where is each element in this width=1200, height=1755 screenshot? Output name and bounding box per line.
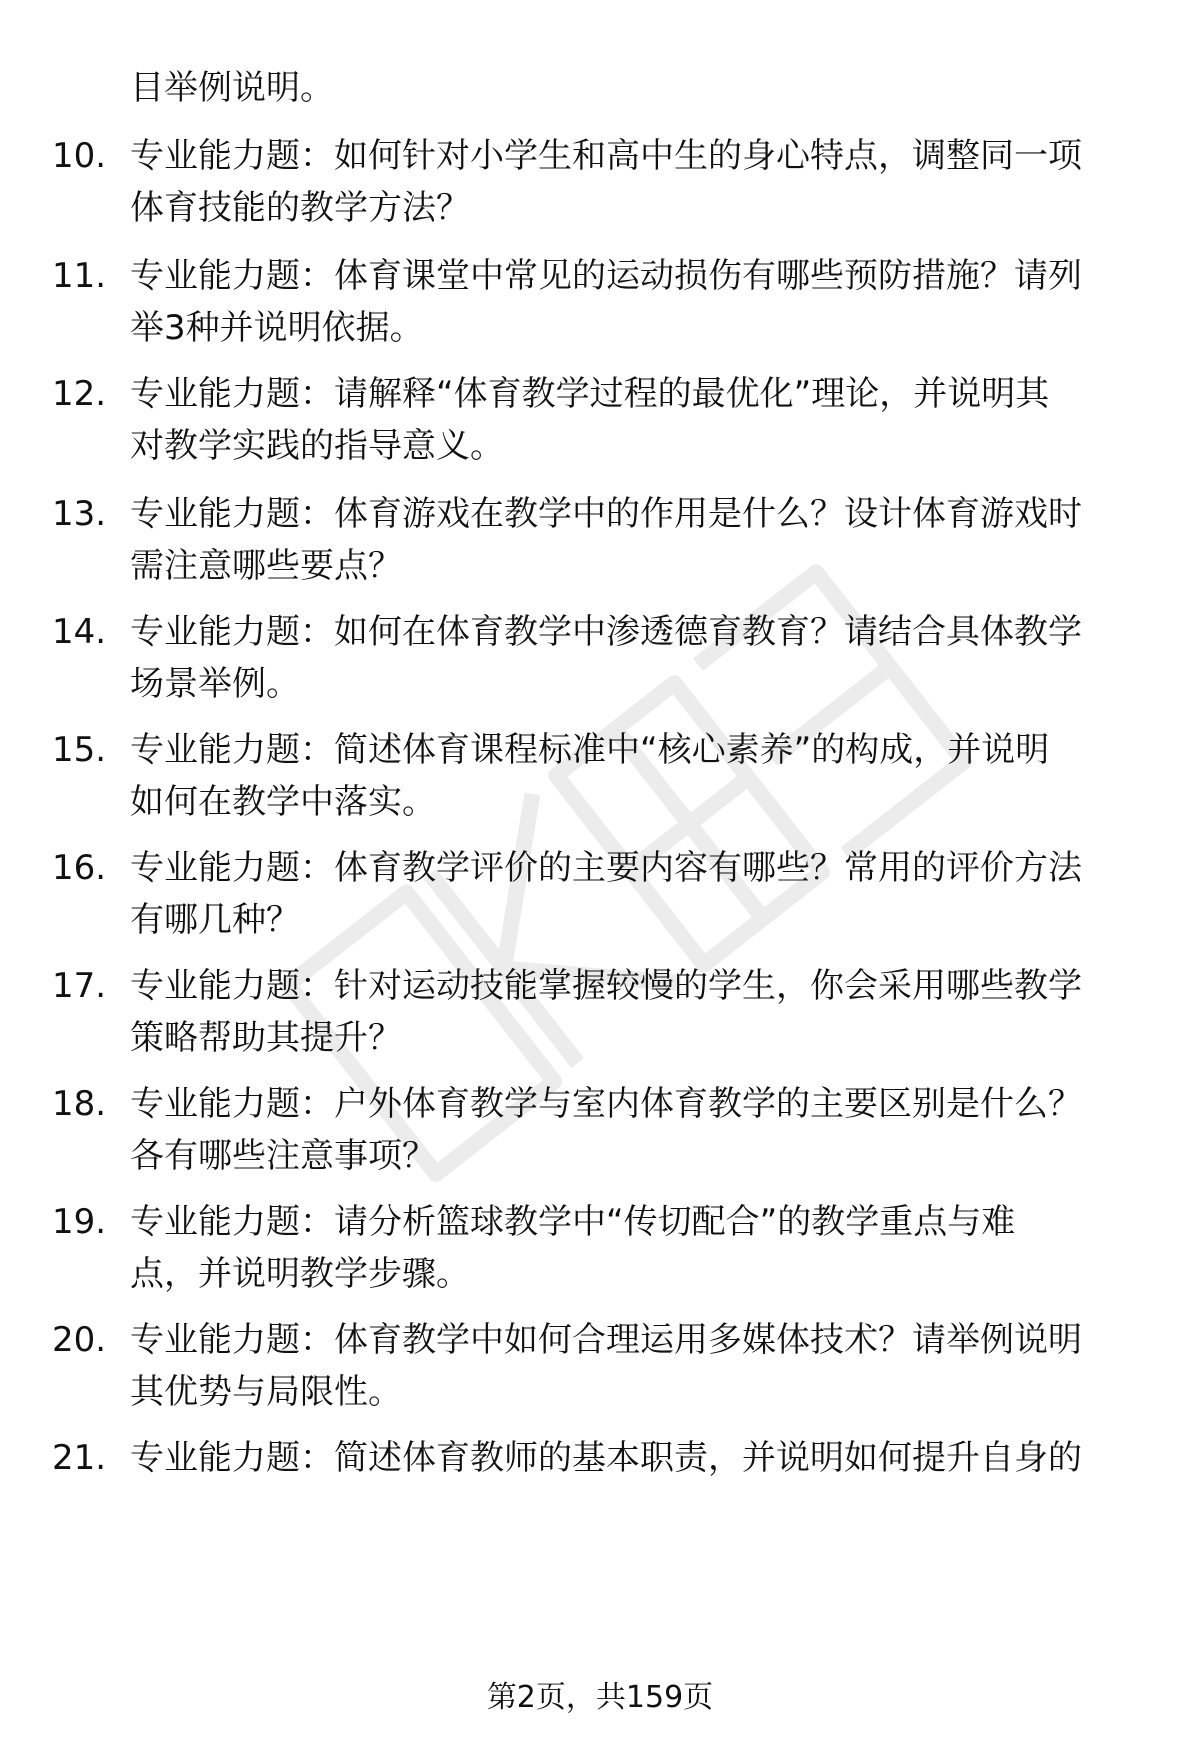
list-item xyxy=(0,130,1200,240)
list-item xyxy=(0,488,1200,598)
item-text-line: 专业能力题：体育课堂中常见的运动损伤有哪些预防措施？请列 xyxy=(130,256,1082,296)
item-text-line: 专业能力题：请解释“体育教学过程的最优化”理论，并说明其 xyxy=(130,374,1050,414)
continuation-text: 目举例说明。 xyxy=(130,68,334,108)
item-number: 21. xyxy=(52,1438,107,1478)
item-text-line: 专业能力题：如何在体育教学中渗透德育教育？请结合具体教学 xyxy=(130,612,1082,652)
item-text-line: 举3种并说明依据。 xyxy=(130,308,424,348)
item-text-line: 策略帮助其提升？ xyxy=(130,1018,402,1058)
item-text-line: 专业能力题：体育游戏在教学中的作用是什么？设计体育游戏时 xyxy=(130,494,1082,534)
item-text-line: 体育技能的教学方法？ xyxy=(130,188,470,228)
item-text-line: 各有哪些注意事项？ xyxy=(130,1136,436,1176)
item-text-line: 专业能力题：请分析篮球教学中“传切配合”的教学重点与难 xyxy=(130,1202,1016,1242)
item-text-line: 专业能力题：户外体育教学与室内体育教学的主要区别是什么？ xyxy=(130,1084,1082,1124)
item-text-line: 需注意哪些要点？ xyxy=(130,546,402,586)
item-text-line: 场景举例。 xyxy=(130,664,300,704)
item-text-line: 专业能力题：简述体育课程标准中“核心素养”的构成，并说明 xyxy=(130,730,1050,770)
item-number: 20. xyxy=(52,1320,107,1360)
item-number: 14. xyxy=(52,612,107,652)
page-number-footer: 第2页，共159页 xyxy=(486,1680,714,1715)
list-item xyxy=(0,1432,1200,1542)
item-number: 13. xyxy=(52,494,107,534)
item-text-line: 点，并说明教学步骤。 xyxy=(130,1254,470,1294)
item-text-line: 专业能力题：体育教学评价的主要内容有哪些？常用的评价方法 xyxy=(130,848,1082,888)
item-text-line: 专业能力题：如何针对小学生和高中生的身心特点，调整同一项 xyxy=(130,136,1082,176)
item-number: 15. xyxy=(52,730,107,770)
item-text-line: 其优势与局限性。 xyxy=(130,1372,402,1412)
list-item xyxy=(0,960,1200,1070)
item-number: 18. xyxy=(52,1084,107,1124)
item-text-line: 专业能力题：简述体育教师的基本职责，并说明如何提升自身的 xyxy=(130,1438,1082,1478)
list-item xyxy=(0,1196,1200,1306)
item-number: 17. xyxy=(52,966,107,1006)
list-item xyxy=(0,1078,1200,1188)
list-item xyxy=(0,1314,1200,1424)
list-item xyxy=(0,368,1200,478)
item-number: 19. xyxy=(52,1202,107,1242)
item-text-line: 如何在教学中落实。 xyxy=(130,782,436,822)
item-number: 11. xyxy=(52,256,107,296)
item-number: 12. xyxy=(52,374,107,414)
list-item xyxy=(0,724,1200,834)
item-text-line: 对教学实践的指导意义。 xyxy=(130,426,504,466)
item-number: 10. xyxy=(52,136,107,176)
item-text-line: 专业能力题：体育教学中如何合理运用多媒体技术？请举例说明 xyxy=(130,1320,1082,1360)
item-text-line: 有哪几种？ xyxy=(130,900,300,940)
list-item xyxy=(0,606,1200,716)
list-item xyxy=(0,842,1200,952)
list-item xyxy=(0,250,1200,360)
item-text-line: 专业能力题：针对运动技能掌握较慢的学生，你会采用哪些教学 xyxy=(130,966,1082,1006)
item-number: 16. xyxy=(52,848,107,888)
